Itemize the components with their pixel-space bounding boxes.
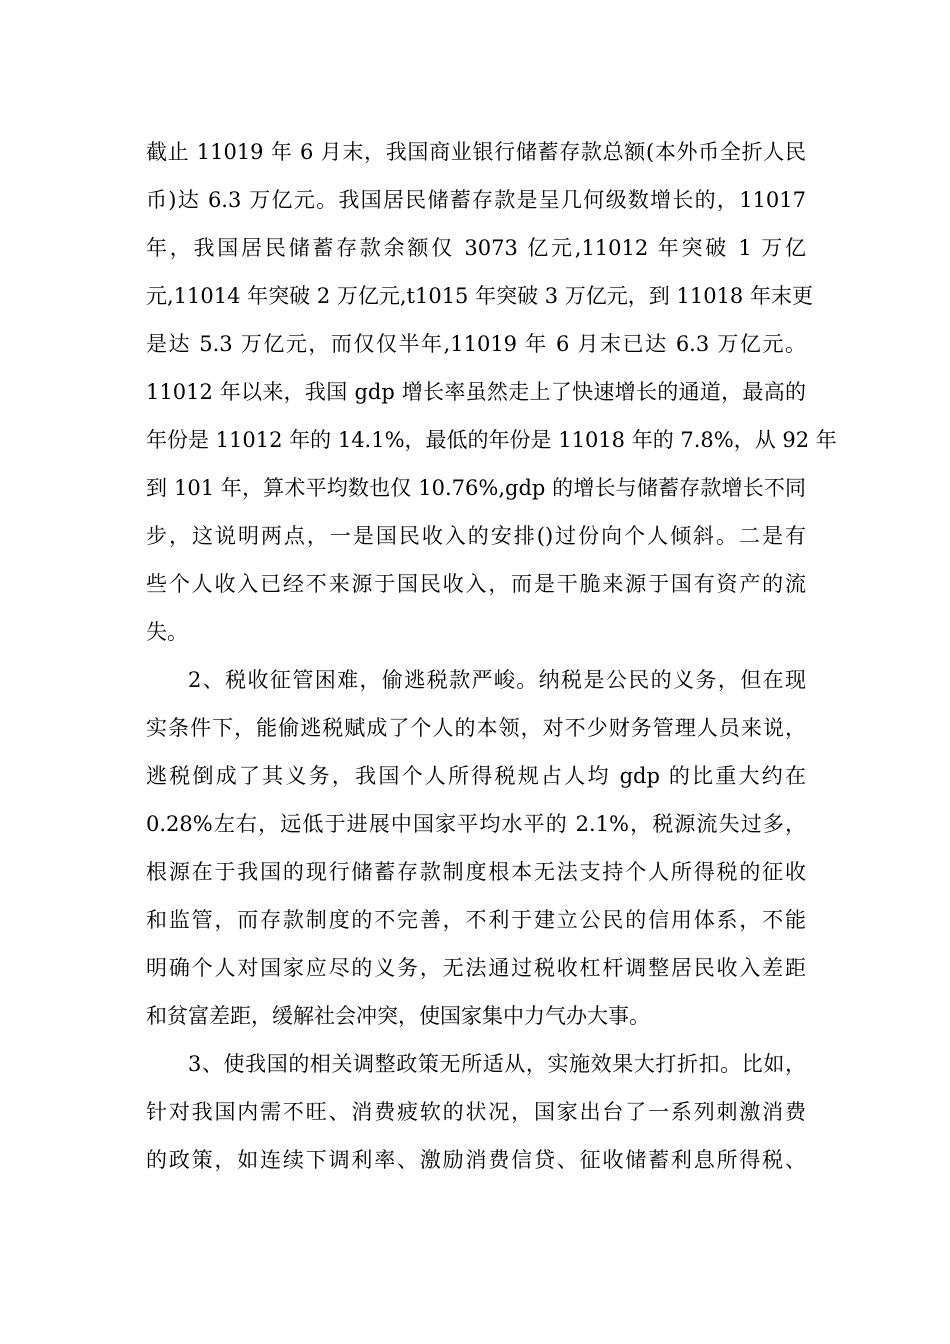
text-line: 逃税倒成了其义务，我国个人所得税规占人均 gdp 的比重大约在	[146, 764, 806, 788]
text-line: 和监管，而存款制度的不完善，不利于建立公民的信用体系，不能	[146, 908, 806, 932]
text-line: 0.28%左右，远低于进展中国家平均水平的 2.1%，税源流失过多，	[146, 812, 806, 836]
text-line: 步，这说明两点，一是国民收入的安排()过份向个人倾斜。二是有	[146, 524, 806, 548]
text-line: 2、税收征管困难，偷逃税款严峻。纳税是公民的义务，但在现	[188, 668, 806, 692]
text-line: 明确个人对国家应尽的义务，无法通过税收杠杆调整居民收入差距	[146, 956, 806, 980]
text-line: 11012 年以来，我国 gdp 增长率虽然走上了快速增长的通道，最高的	[146, 380, 806, 404]
text-line: 和贫富差距，缓解社会冲突，使国家集中力气办大事。	[146, 1004, 650, 1028]
text-line: 些个人收入已经不来源于国民收入，而是干脆来源于国有资产的流	[146, 572, 806, 596]
text-line: 的政策，如连续下调利率、激励消费信贷、征收储蓄利息所得税、	[146, 1148, 806, 1172]
text-line: 年，我国居民储蓄存款余额仅 3073 亿元,11012 年突破 1 万亿	[146, 236, 806, 260]
paragraph	[146, 128, 837, 656]
text-line: 到 101 年，算术平均数也仅 10.76%,gdp 的增长与储蓄存款增长不同	[146, 476, 806, 500]
text-line: 根源在于我国的现行储蓄存款制度根本无法支持个人所得税的征收	[146, 860, 806, 884]
text-line: 元,11014 年突破 2 万亿元,t1015 年突破 3 万亿元，到 11018 年末更	[146, 284, 813, 308]
paragraph	[146, 1040, 806, 1184]
paragraph	[146, 656, 806, 1040]
text-line: 3、使我国的相关调整政策无所适从，实施效果大打折扣。比如，	[188, 1052, 806, 1076]
text-line: 针对我国内需不旺、消费疲软的状况，国家出台了一系列刺激消费	[146, 1100, 806, 1124]
text-line: 年份是 11012 年的 14.1%，最低的年份是 11018 年的 7.8%，从 92 年	[146, 428, 837, 452]
text-line: 币)达 6.3 万亿元。我国居民储蓄存款是呈几何级数增长的，11017	[146, 188, 806, 212]
text-line: 是达 5.3 万亿元，而仅仅半年,11019 年 6 月末已达 6.3 万亿元。	[146, 332, 806, 356]
text-line: 实条件下，能偷逃税赋成了个人的本领，对不少财务管理人员来说，	[146, 716, 806, 740]
text-line: 截止 11019 年 6 月末，我国商业银行储蓄存款总额(本外币全折人民	[146, 140, 806, 164]
text-line: 失。	[146, 620, 188, 644]
